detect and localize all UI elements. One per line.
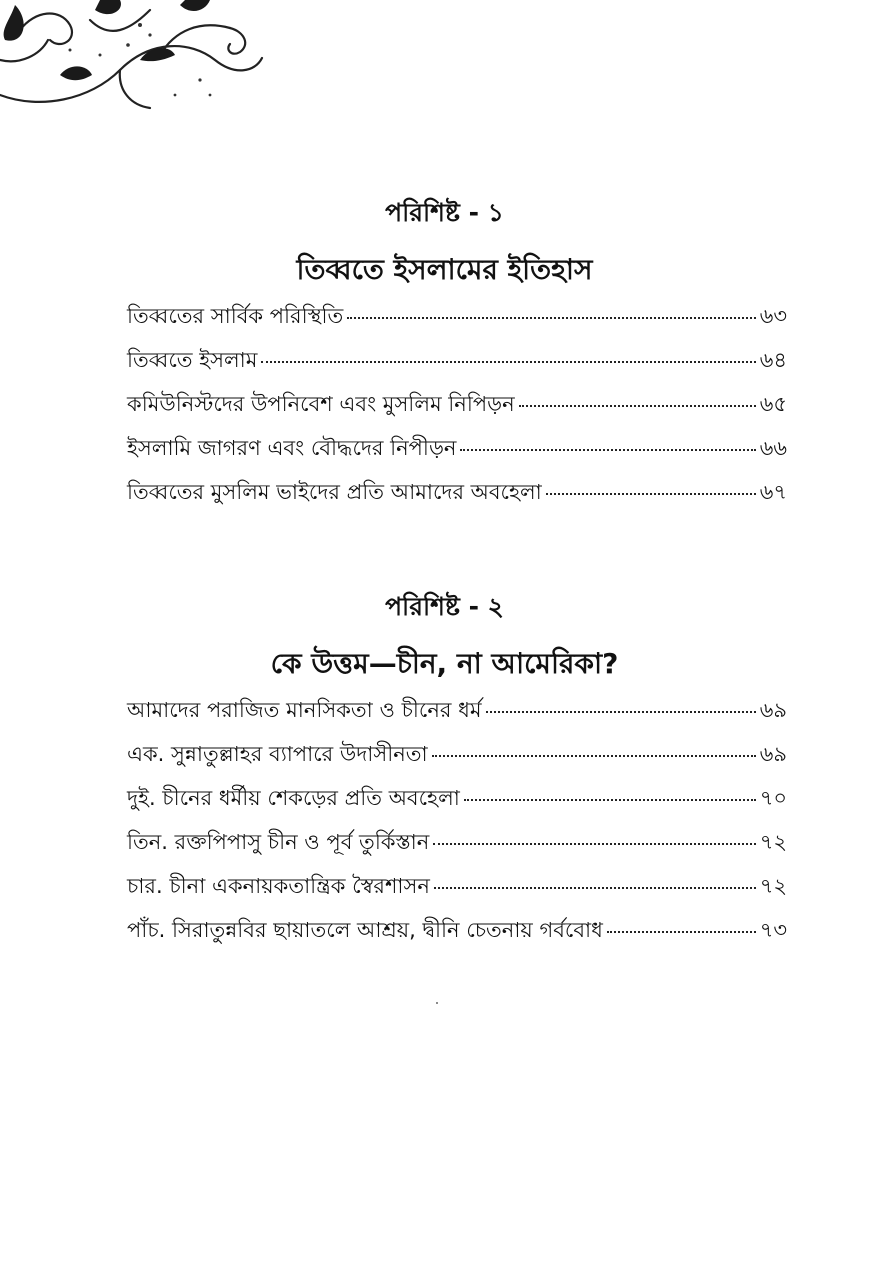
entry-page-number: ৬৭ [759,480,787,504]
entry-page-number: ৬৫ [759,392,787,416]
toc-entry[interactable] [127,382,787,426]
toc-entry[interactable] [127,688,787,732]
entry-title: তিব্বতের সার্বিক পরিস্থিতি [127,304,344,328]
entry-title: আমাদের পরাজিত মানসিকতা ও চীনের ধর্ম [127,698,482,722]
dot-leader [519,405,756,407]
paper-speck [436,1002,438,1004]
entry-page-number: ৭২ [759,830,787,854]
toc-entry[interactable] [127,470,787,514]
toc-entry[interactable] [127,864,787,908]
entry-title: পাঁচ. সিরাতুন্নবির ছায়াতলে আশ্রয়, দ্বীনি চেতনায় গর্ববোধ [127,918,603,942]
entry-page-number: ৬৯ [759,698,787,722]
entry-page-number: ৭০ [759,786,787,810]
entry-page-number: ৬৯ [759,742,787,766]
dot-leader [464,799,756,801]
toc-entry[interactable] [127,338,787,382]
toc-entry[interactable] [127,732,787,776]
entry-title: কমিউনিস্টদের উপনিবেশ এবং মুসলিম নিপিড়ন [127,392,515,416]
dot-leader [607,931,756,933]
appendix-section-1 [0,196,869,514]
entry-title: দুই. চীনের ধর্মীয় শেকড়ের প্রতি অবহেলা [127,786,460,810]
entry-title: তিব্বতে ইসলাম [127,348,258,372]
dot-leader [347,317,755,319]
entry-page-number: ৭২ [759,874,787,898]
toc-entry[interactable] [127,820,787,864]
toc-entries [0,688,869,952]
entry-title: এক. সুন্নাতুল্লাহর ব্যাপারে উদাসীনতা [127,742,428,766]
appendix-label: পরিশিষ্ট - ১ [385,198,504,227]
dot-leader [460,449,755,451]
dot-leader [432,755,756,757]
dot-leader [261,361,755,363]
section-title: তিব্বতে ইসলামের ইতিহাস [296,253,593,286]
entry-title: তিব্বতের মুসলিম ভাইদের প্রতি আমাদের অবহেলা [127,480,542,504]
floral-ornament-icon [0,0,280,130]
toc-entries [0,294,869,514]
appendix-label: পরিশিষ্ট - ২ [385,592,504,621]
entry-title: তিন. রক্তপিপাসু চীন ও পূর্ব তুর্কিস্তান [127,830,430,854]
dot-leader [433,843,755,845]
dot-leader [434,887,756,889]
entry-page-number: ৬৩ [759,304,787,328]
section-title: কে উত্তম—চীন, না আমেরিকা? [270,647,619,680]
toc-entry[interactable] [127,294,787,338]
entry-page-number: ৭৩ [759,918,787,942]
entry-page-number: ৬৪ [759,348,787,372]
entry-title: চার. চীনা একনায়কতান্ত্রিক স্বৈরশাসন [127,874,430,898]
toc-entry[interactable] [127,426,787,470]
dot-leader [546,493,756,495]
entry-title: ইসলামি জাগরণ এবং বৌদ্ধদের নিপীড়ন [127,436,457,460]
toc-entry[interactable] [127,908,787,952]
appendix-section-2 [0,590,869,952]
dot-leader [486,711,756,713]
entry-page-number: ৬৬ [759,436,787,460]
toc-entry[interactable] [127,776,787,820]
